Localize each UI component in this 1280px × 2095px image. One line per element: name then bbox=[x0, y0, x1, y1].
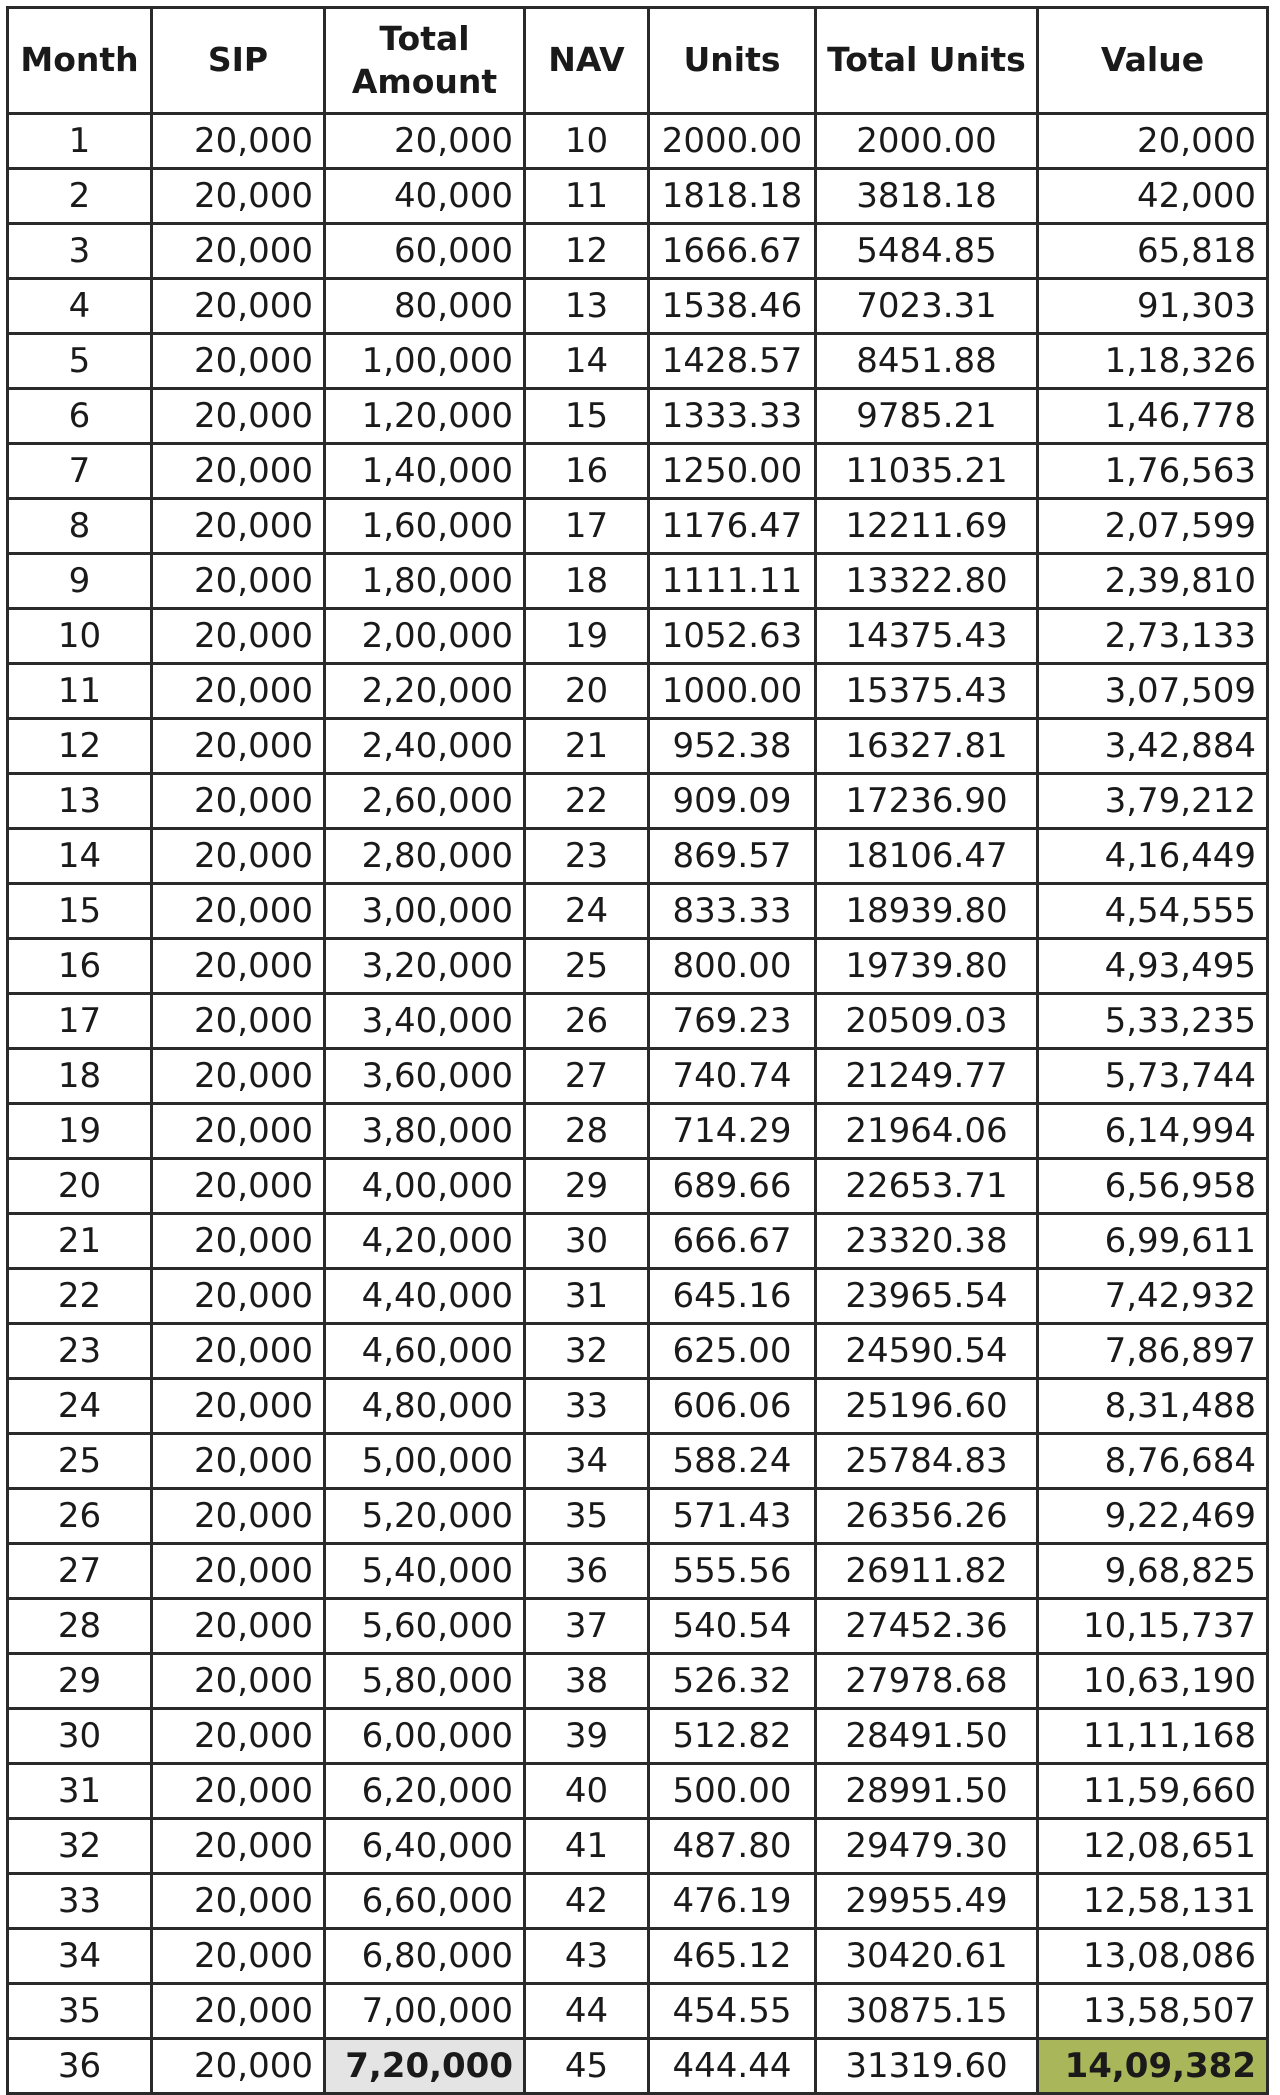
cell-month: 16 bbox=[8, 939, 152, 994]
cell-value: 1,18,326 bbox=[1038, 334, 1268, 389]
cell-total-amount: 5,00,000 bbox=[325, 1434, 525, 1489]
cell-total-units: 28991.50 bbox=[816, 1764, 1038, 1819]
cell-nav: 25 bbox=[525, 939, 649, 994]
header-total-units: Total Units bbox=[816, 8, 1038, 114]
cell-units: 909.09 bbox=[649, 774, 816, 829]
table-header bbox=[8, 8, 1268, 114]
cell-value: 3,79,212 bbox=[1038, 774, 1268, 829]
cell-sip: 20,000 bbox=[152, 1049, 325, 1104]
cell-value: 91,303 bbox=[1038, 279, 1268, 334]
cell-sip: 20,000 bbox=[152, 1324, 325, 1379]
cell-total-amount: 60,000 bbox=[325, 224, 525, 279]
cell-total-amount: 1,00,000 bbox=[325, 334, 525, 389]
cell-total-amount: 1,40,000 bbox=[325, 444, 525, 499]
cell-month: 5 bbox=[8, 334, 152, 389]
cell-sip: 20,000 bbox=[152, 1214, 325, 1269]
table-row bbox=[8, 884, 1268, 939]
cell-nav: 23 bbox=[525, 829, 649, 884]
cell-nav: 13 bbox=[525, 279, 649, 334]
cell-total-units: 2000.00 bbox=[816, 114, 1038, 169]
cell-month: 34 bbox=[8, 1929, 152, 1984]
cell-total-units: 18106.47 bbox=[816, 829, 1038, 884]
table-row bbox=[8, 609, 1268, 664]
header-nav: NAV bbox=[525, 8, 649, 114]
cell-units: 666.67 bbox=[649, 1214, 816, 1269]
cell-nav: 40 bbox=[525, 1764, 649, 1819]
cell-total-amount: 5,40,000 bbox=[325, 1544, 525, 1599]
table-row bbox=[8, 1874, 1268, 1929]
cell-nav: 14 bbox=[525, 334, 649, 389]
cell-units: 689.66 bbox=[649, 1159, 816, 1214]
cell-value: 12,58,131 bbox=[1038, 1874, 1268, 1929]
table-row bbox=[8, 169, 1268, 224]
cell-value: 10,63,190 bbox=[1038, 1654, 1268, 1709]
cell-nav: 39 bbox=[525, 1709, 649, 1764]
cell-total-units: 17236.90 bbox=[816, 774, 1038, 829]
table-row bbox=[8, 279, 1268, 334]
cell-units: 512.82 bbox=[649, 1709, 816, 1764]
cell-sip: 20,000 bbox=[152, 1764, 325, 1819]
cell-month: 33 bbox=[8, 1874, 152, 1929]
cell-sip: 20,000 bbox=[152, 1709, 325, 1764]
cell-total-amount: 5,20,000 bbox=[325, 1489, 525, 1544]
cell-total-amount: 4,20,000 bbox=[325, 1214, 525, 1269]
cell-value: 8,31,488 bbox=[1038, 1379, 1268, 1434]
cell-month: 18 bbox=[8, 1049, 152, 1104]
cell-nav: 21 bbox=[525, 719, 649, 774]
table-row bbox=[8, 554, 1268, 609]
cell-sip: 20,000 bbox=[152, 1489, 325, 1544]
cell-units: 714.29 bbox=[649, 1104, 816, 1159]
cell-total-units: 22653.71 bbox=[816, 1159, 1038, 1214]
cell-units: 555.56 bbox=[649, 1544, 816, 1599]
cell-total-amount: 20,000 bbox=[325, 114, 525, 169]
header-total-amount: Total Amount bbox=[325, 8, 525, 114]
cell-units: 540.54 bbox=[649, 1599, 816, 1654]
cell-value: 20,000 bbox=[1038, 114, 1268, 169]
cell-total-units: 25784.83 bbox=[816, 1434, 1038, 1489]
table-row bbox=[8, 1489, 1268, 1544]
cell-sip: 20,000 bbox=[152, 169, 325, 224]
cell-sip: 20,000 bbox=[152, 1819, 325, 1874]
cell-value: 65,818 bbox=[1038, 224, 1268, 279]
cell-month: 23 bbox=[8, 1324, 152, 1379]
cell-units: 645.16 bbox=[649, 1269, 816, 1324]
table-row bbox=[8, 499, 1268, 554]
cell-nav: 30 bbox=[525, 1214, 649, 1269]
table-row bbox=[8, 1049, 1268, 1104]
cell-sip: 20,000 bbox=[152, 2039, 325, 2094]
cell-sip: 20,000 bbox=[152, 719, 325, 774]
cell-month: 28 bbox=[8, 1599, 152, 1654]
cell-nav: 10 bbox=[525, 114, 649, 169]
cell-total-units: 7023.31 bbox=[816, 279, 1038, 334]
cell-total-amount: 1,20,000 bbox=[325, 389, 525, 444]
table-row bbox=[8, 1654, 1268, 1709]
table-row bbox=[8, 1819, 1268, 1874]
cell-month: 20 bbox=[8, 1159, 152, 1214]
cell-value: 9,22,469 bbox=[1038, 1489, 1268, 1544]
cell-sip: 20,000 bbox=[152, 939, 325, 994]
cell-total-units: 9785.21 bbox=[816, 389, 1038, 444]
table-row bbox=[8, 1984, 1268, 2039]
table-row bbox=[8, 664, 1268, 719]
cell-units: 740.74 bbox=[649, 1049, 816, 1104]
table-row bbox=[8, 334, 1268, 389]
cell-units: 500.00 bbox=[649, 1764, 816, 1819]
table-row bbox=[8, 389, 1268, 444]
cell-value: 9,68,825 bbox=[1038, 1544, 1268, 1599]
cell-total-amount: 40,000 bbox=[325, 169, 525, 224]
cell-nav: 24 bbox=[525, 884, 649, 939]
cell-nav: 36 bbox=[525, 1544, 649, 1599]
cell-sip: 20,000 bbox=[152, 1379, 325, 1434]
cell-month: 25 bbox=[8, 1434, 152, 1489]
cell-total-amount: 3,40,000 bbox=[325, 994, 525, 1049]
cell-units: 625.00 bbox=[649, 1324, 816, 1379]
cell-month: 3 bbox=[8, 224, 152, 279]
cell-nav: 17 bbox=[525, 499, 649, 554]
cell-sip: 20,000 bbox=[152, 609, 325, 664]
cell-value: 11,11,168 bbox=[1038, 1709, 1268, 1764]
table-row bbox=[8, 2039, 1268, 2094]
cell-sip: 20,000 bbox=[152, 829, 325, 884]
cell-total-amount: 4,40,000 bbox=[325, 1269, 525, 1324]
cell-units: 1052.63 bbox=[649, 609, 816, 664]
cell-total-units: 26911.82 bbox=[816, 1544, 1038, 1599]
cell-value: 1,76,563 bbox=[1038, 444, 1268, 499]
cell-total-units: 31319.60 bbox=[816, 2039, 1038, 2094]
cell-value: 5,33,235 bbox=[1038, 994, 1268, 1049]
cell-units: 1666.67 bbox=[649, 224, 816, 279]
cell-total-amount: 1,60,000 bbox=[325, 499, 525, 554]
cell-value: 14,09,382 bbox=[1038, 2039, 1268, 2094]
cell-nav: 43 bbox=[525, 1929, 649, 1984]
table-row bbox=[8, 719, 1268, 774]
cell-total-units: 13322.80 bbox=[816, 554, 1038, 609]
cell-value: 7,86,897 bbox=[1038, 1324, 1268, 1379]
table-row bbox=[8, 1709, 1268, 1764]
cell-nav: 12 bbox=[525, 224, 649, 279]
cell-total-units: 27452.36 bbox=[816, 1599, 1038, 1654]
header-units: Units bbox=[649, 8, 816, 114]
header-value: Value bbox=[1038, 8, 1268, 114]
cell-total-units: 3818.18 bbox=[816, 169, 1038, 224]
cell-value: 12,08,651 bbox=[1038, 1819, 1268, 1874]
table-row bbox=[8, 1544, 1268, 1599]
cell-units: 571.43 bbox=[649, 1489, 816, 1544]
cell-nav: 18 bbox=[525, 554, 649, 609]
cell-total-units: 19739.80 bbox=[816, 939, 1038, 994]
cell-total-amount: 4,00,000 bbox=[325, 1159, 525, 1214]
table-row bbox=[8, 224, 1268, 279]
cell-month: 11 bbox=[8, 664, 152, 719]
cell-month: 10 bbox=[8, 609, 152, 664]
cell-sip: 20,000 bbox=[152, 224, 325, 279]
cell-month: 36 bbox=[8, 2039, 152, 2094]
cell-month: 6 bbox=[8, 389, 152, 444]
cell-total-units: 25196.60 bbox=[816, 1379, 1038, 1434]
cell-sip: 20,000 bbox=[152, 884, 325, 939]
cell-value: 42,000 bbox=[1038, 169, 1268, 224]
cell-sip: 20,000 bbox=[152, 334, 325, 389]
cell-units: 1333.33 bbox=[649, 389, 816, 444]
cell-value: 4,54,555 bbox=[1038, 884, 1268, 939]
cell-value: 6,99,611 bbox=[1038, 1214, 1268, 1269]
cell-total-units: 12211.69 bbox=[816, 499, 1038, 554]
cell-month: 19 bbox=[8, 1104, 152, 1159]
cell-sip: 20,000 bbox=[152, 1434, 325, 1489]
cell-total-units: 14375.43 bbox=[816, 609, 1038, 664]
cell-value: 3,42,884 bbox=[1038, 719, 1268, 774]
cell-month: 32 bbox=[8, 1819, 152, 1874]
cell-units: 869.57 bbox=[649, 829, 816, 884]
cell-total-amount: 3,80,000 bbox=[325, 1104, 525, 1159]
cell-sip: 20,000 bbox=[152, 389, 325, 444]
cell-nav: 11 bbox=[525, 169, 649, 224]
cell-total-units: 21249.77 bbox=[816, 1049, 1038, 1104]
cell-total-units: 5484.85 bbox=[816, 224, 1038, 279]
cell-nav: 28 bbox=[525, 1104, 649, 1159]
cell-nav: 29 bbox=[525, 1159, 649, 1214]
cell-total-amount: 80,000 bbox=[325, 279, 525, 334]
cell-sip: 20,000 bbox=[152, 1544, 325, 1599]
cell-total-units: 23320.38 bbox=[816, 1214, 1038, 1269]
cell-month: 31 bbox=[8, 1764, 152, 1819]
cell-total-amount: 5,60,000 bbox=[325, 1599, 525, 1654]
cell-value: 10,15,737 bbox=[1038, 1599, 1268, 1654]
cell-units: 1538.46 bbox=[649, 279, 816, 334]
table-row bbox=[8, 1104, 1268, 1159]
cell-value: 6,14,994 bbox=[1038, 1104, 1268, 1159]
cell-nav: 16 bbox=[525, 444, 649, 499]
cell-total-amount: 4,60,000 bbox=[325, 1324, 525, 1379]
cell-total-units: 8451.88 bbox=[816, 334, 1038, 389]
cell-total-amount: 3,20,000 bbox=[325, 939, 525, 994]
cell-total-amount: 3,00,000 bbox=[325, 884, 525, 939]
cell-total-amount: 6,20,000 bbox=[325, 1764, 525, 1819]
cell-sip: 20,000 bbox=[152, 1929, 325, 1984]
cell-value: 6,56,958 bbox=[1038, 1159, 1268, 1214]
cell-nav: 27 bbox=[525, 1049, 649, 1104]
cell-month: 26 bbox=[8, 1489, 152, 1544]
cell-total-units: 29955.49 bbox=[816, 1874, 1038, 1929]
table-row bbox=[8, 1929, 1268, 1984]
cell-month: 29 bbox=[8, 1654, 152, 1709]
cell-units: 487.80 bbox=[649, 1819, 816, 1874]
cell-value: 2,73,133 bbox=[1038, 609, 1268, 664]
cell-value: 7,42,932 bbox=[1038, 1269, 1268, 1324]
cell-sip: 20,000 bbox=[152, 499, 325, 554]
cell-value: 2,07,599 bbox=[1038, 499, 1268, 554]
cell-total-units: 18939.80 bbox=[816, 884, 1038, 939]
cell-value: 2,39,810 bbox=[1038, 554, 1268, 609]
cell-total-units: 16327.81 bbox=[816, 719, 1038, 774]
cell-total-amount: 2,40,000 bbox=[325, 719, 525, 774]
cell-units: 2000.00 bbox=[649, 114, 816, 169]
cell-total-units: 21964.06 bbox=[816, 1104, 1038, 1159]
cell-month: 21 bbox=[8, 1214, 152, 1269]
cell-units: 1111.11 bbox=[649, 554, 816, 609]
table-row bbox=[8, 1214, 1268, 1269]
cell-value: 4,93,495 bbox=[1038, 939, 1268, 994]
cell-month: 4 bbox=[8, 279, 152, 334]
cell-nav: 20 bbox=[525, 664, 649, 719]
cell-nav: 32 bbox=[525, 1324, 649, 1379]
cell-total-units: 30420.61 bbox=[816, 1929, 1038, 1984]
cell-month: 17 bbox=[8, 994, 152, 1049]
header-row bbox=[8, 8, 1268, 114]
cell-total-amount: 3,60,000 bbox=[325, 1049, 525, 1104]
cell-total-units: 20509.03 bbox=[816, 994, 1038, 1049]
cell-nav: 22 bbox=[525, 774, 649, 829]
cell-units: 1176.47 bbox=[649, 499, 816, 554]
cell-month: 7 bbox=[8, 444, 152, 499]
cell-sip: 20,000 bbox=[152, 1654, 325, 1709]
cell-total-amount: 6,80,000 bbox=[325, 1929, 525, 1984]
cell-total-amount: 5,80,000 bbox=[325, 1654, 525, 1709]
cell-sip: 20,000 bbox=[152, 774, 325, 829]
table-row bbox=[8, 114, 1268, 169]
table-row bbox=[8, 1159, 1268, 1214]
cell-month: 2 bbox=[8, 169, 152, 224]
cell-units: 465.12 bbox=[649, 1929, 816, 1984]
cell-total-amount: 7,20,000 bbox=[325, 2039, 525, 2094]
cell-month: 9 bbox=[8, 554, 152, 609]
cell-nav: 33 bbox=[525, 1379, 649, 1434]
cell-nav: 26 bbox=[525, 994, 649, 1049]
cell-total-amount: 2,80,000 bbox=[325, 829, 525, 884]
table-row bbox=[8, 1379, 1268, 1434]
cell-total-amount: 7,00,000 bbox=[325, 1984, 525, 2039]
cell-nav: 45 bbox=[525, 2039, 649, 2094]
cell-value: 13,08,086 bbox=[1038, 1929, 1268, 1984]
table-row bbox=[8, 994, 1268, 1049]
cell-sip: 20,000 bbox=[152, 554, 325, 609]
cell-value: 8,76,684 bbox=[1038, 1434, 1268, 1489]
cell-units: 454.55 bbox=[649, 1984, 816, 2039]
cell-total-amount: 2,60,000 bbox=[325, 774, 525, 829]
cell-month: 35 bbox=[8, 1984, 152, 2039]
cell-nav: 42 bbox=[525, 1874, 649, 1929]
table-row bbox=[8, 774, 1268, 829]
cell-month: 1 bbox=[8, 114, 152, 169]
cell-nav: 38 bbox=[525, 1654, 649, 1709]
cell-month: 30 bbox=[8, 1709, 152, 1764]
cell-units: 952.38 bbox=[649, 719, 816, 774]
cell-units: 1000.00 bbox=[649, 664, 816, 719]
cell-sip: 20,000 bbox=[152, 1159, 325, 1214]
table-row bbox=[8, 1324, 1268, 1379]
cell-sip: 20,000 bbox=[152, 444, 325, 499]
cell-nav: 15 bbox=[525, 389, 649, 444]
cell-total-units: 11035.21 bbox=[816, 444, 1038, 499]
cell-month: 24 bbox=[8, 1379, 152, 1434]
cell-sip: 20,000 bbox=[152, 279, 325, 334]
cell-nav: 44 bbox=[525, 1984, 649, 2039]
cell-total-amount: 6,00,000 bbox=[325, 1709, 525, 1764]
cell-month: 8 bbox=[8, 499, 152, 554]
cell-sip: 20,000 bbox=[152, 114, 325, 169]
cell-month: 12 bbox=[8, 719, 152, 774]
cell-value: 13,58,507 bbox=[1038, 1984, 1268, 2039]
table-row bbox=[8, 1434, 1268, 1489]
cell-value: 3,07,509 bbox=[1038, 664, 1268, 719]
cell-month: 22 bbox=[8, 1269, 152, 1324]
cell-sip: 20,000 bbox=[152, 1984, 325, 2039]
cell-units: 444.44 bbox=[649, 2039, 816, 2094]
cell-units: 769.23 bbox=[649, 994, 816, 1049]
table-row bbox=[8, 829, 1268, 884]
cell-units: 526.32 bbox=[649, 1654, 816, 1709]
table-body bbox=[8, 114, 1268, 2094]
cell-total-amount: 6,60,000 bbox=[325, 1874, 525, 1929]
cell-total-units: 15375.43 bbox=[816, 664, 1038, 719]
cell-sip: 20,000 bbox=[152, 994, 325, 1049]
table-row bbox=[8, 1599, 1268, 1654]
sip-table bbox=[6, 6, 1269, 2095]
cell-units: 476.19 bbox=[649, 1874, 816, 1929]
cell-value: 5,73,744 bbox=[1038, 1049, 1268, 1104]
cell-sip: 20,000 bbox=[152, 1269, 325, 1324]
cell-total-amount: 2,20,000 bbox=[325, 664, 525, 719]
cell-nav: 31 bbox=[525, 1269, 649, 1324]
cell-total-units: 23965.54 bbox=[816, 1269, 1038, 1324]
header-month: Month bbox=[8, 8, 152, 114]
cell-month: 13 bbox=[8, 774, 152, 829]
cell-units: 588.24 bbox=[649, 1434, 816, 1489]
cell-value: 4,16,449 bbox=[1038, 829, 1268, 884]
cell-value: 11,59,660 bbox=[1038, 1764, 1268, 1819]
cell-sip: 20,000 bbox=[152, 1874, 325, 1929]
cell-nav: 37 bbox=[525, 1599, 649, 1654]
cell-nav: 35 bbox=[525, 1489, 649, 1544]
cell-sip: 20,000 bbox=[152, 664, 325, 719]
table-row bbox=[8, 1764, 1268, 1819]
header-sip: SIP bbox=[152, 8, 325, 114]
cell-month: 27 bbox=[8, 1544, 152, 1599]
cell-total-units: 24590.54 bbox=[816, 1324, 1038, 1379]
cell-total-amount: 2,00,000 bbox=[325, 609, 525, 664]
cell-units: 800.00 bbox=[649, 939, 816, 994]
cell-value: 1,46,778 bbox=[1038, 389, 1268, 444]
cell-month: 14 bbox=[8, 829, 152, 884]
cell-units: 833.33 bbox=[649, 884, 816, 939]
cell-month: 15 bbox=[8, 884, 152, 939]
cell-nav: 41 bbox=[525, 1819, 649, 1874]
cell-total-units: 28491.50 bbox=[816, 1709, 1038, 1764]
cell-total-units: 30875.15 bbox=[816, 1984, 1038, 2039]
cell-total-amount: 6,40,000 bbox=[325, 1819, 525, 1874]
cell-sip: 20,000 bbox=[152, 1104, 325, 1159]
cell-units: 1428.57 bbox=[649, 334, 816, 389]
cell-total-amount: 1,80,000 bbox=[325, 554, 525, 609]
cell-total-units: 29479.30 bbox=[816, 1819, 1038, 1874]
cell-nav: 34 bbox=[525, 1434, 649, 1489]
table-row bbox=[8, 1269, 1268, 1324]
cell-total-units: 26356.26 bbox=[816, 1489, 1038, 1544]
cell-total-amount: 4,80,000 bbox=[325, 1379, 525, 1434]
cell-sip: 20,000 bbox=[152, 1599, 325, 1654]
cell-units: 1250.00 bbox=[649, 444, 816, 499]
cell-units: 1818.18 bbox=[649, 169, 816, 224]
table-row bbox=[8, 444, 1268, 499]
cell-units: 606.06 bbox=[649, 1379, 816, 1434]
table-row bbox=[8, 939, 1268, 994]
cell-total-units: 27978.68 bbox=[816, 1654, 1038, 1709]
cell-nav: 19 bbox=[525, 609, 649, 664]
